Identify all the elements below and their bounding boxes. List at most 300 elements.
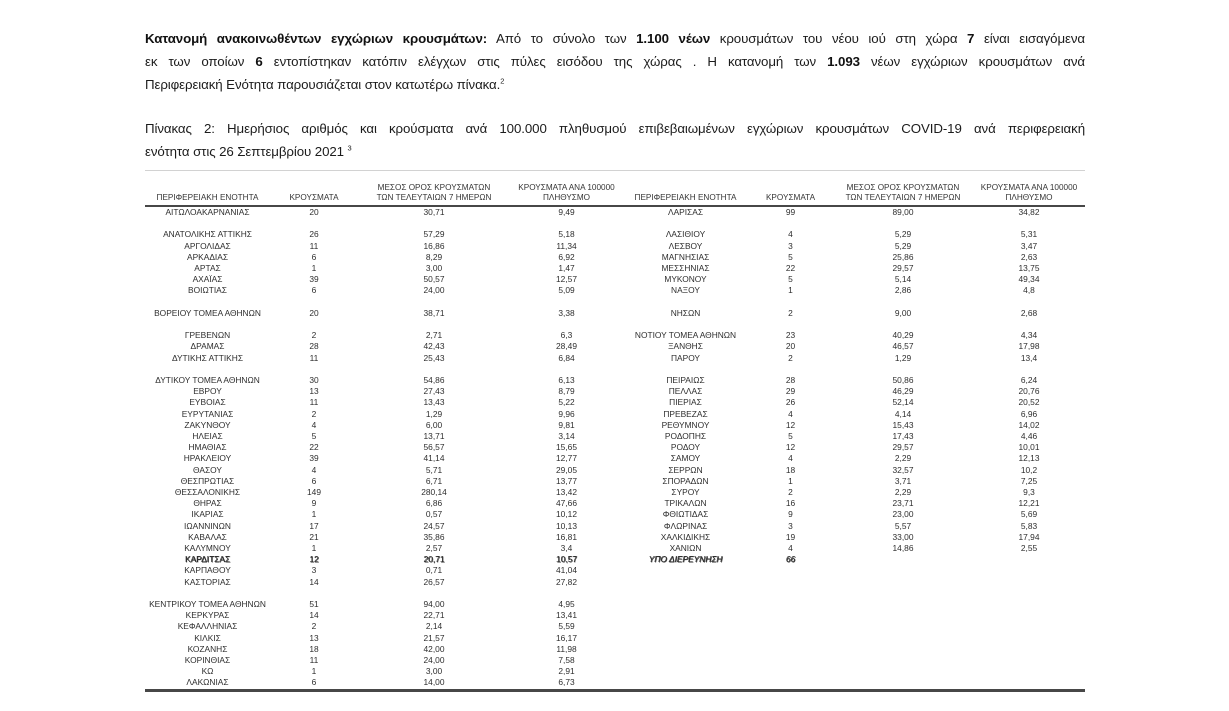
cases-cell: 4 [788, 543, 793, 554]
intro-line-3: Περιφερειακή Ενότητα παρουσιάζεται στον κατωτέρω πίνακα.$^2$ [145, 76, 505, 92]
per100k-cell: 17,94 [1018, 531, 1040, 542]
region-cell: ΚΑΡΔΙΤΣΑΣ [184, 554, 231, 565]
regional-cases-table [145, 170, 1085, 692]
avg7-cell [833, 666, 973, 677]
cases-cell: 1 [311, 666, 317, 677]
cases-cell: 22 [309, 442, 319, 453]
table-row [145, 633, 1085, 644]
cases-cell: 39 [309, 274, 319, 285]
cases-cell: 5 [311, 431, 317, 441]
avg7-cell: 9,00 [894, 307, 912, 318]
per100k-cell: 10,57 [556, 554, 577, 565]
avg7-cell: 3,00 [425, 263, 443, 273]
avg7-cell: 21,57 [423, 632, 445, 643]
per100k-cell: 6,3 [560, 330, 573, 341]
avg7-cell: 2,14 [425, 621, 443, 632]
avg7-cell: 280,14 [421, 487, 447, 498]
cases-cell: 21 [309, 531, 319, 542]
per100k-cell: 20,76 [1018, 386, 1040, 397]
per100k-cell: 5,09 [558, 285, 575, 296]
region-cell: ΝΗΣΩΝ [670, 307, 701, 318]
cases-cell: 5 [788, 431, 793, 441]
avg7-cell: 25,43 [423, 352, 445, 363]
avg7-cell: 35,86 [423, 531, 445, 542]
table-row [145, 521, 1085, 532]
cases-cell: 6 [311, 677, 317, 688]
avg7-cell: 3,00 [425, 666, 443, 677]
per100k-cell: 4,34 [1020, 330, 1038, 341]
avg7-cell: 0,71 [425, 565, 443, 576]
avg7-cell: 20,71 [423, 554, 445, 565]
per100k-cell [973, 610, 1085, 621]
region-cell: ΔΡΑΜΑΣ [190, 341, 225, 352]
per100k-cell: 6,84 [558, 352, 575, 363]
region-cell: ΚΕΦΑΛΛΗΝΙΑΣ [177, 621, 238, 632]
avg7-cell: 94,00 [423, 599, 445, 610]
per100k-cell: 3,47 [1020, 240, 1038, 251]
avg7-cell: 15,43 [892, 419, 914, 430]
per100k-cell: 3,4 [560, 543, 573, 554]
table-row [145, 330, 1085, 341]
avg7-cell: 30,71 [423, 207, 445, 217]
avg7-cell: 16,86 [423, 240, 445, 251]
intro-line-2: εκ των οποίων 6 εντοπίστηκαν κατόπιν ελέγχων στις πύλες εισόδου της χώρας . Η κατανομή των 1.093 νέων εγχώριων κρουσμάτων ανά [145, 54, 1086, 69]
avg7-cell: 13,43 [423, 397, 445, 408]
region-cell: ΜΕΣΣΗΝΙΑΣ [661, 263, 710, 273]
total-new-cases: 1.100 νέων [636, 31, 711, 46]
per100k-cell: 12,21 [1018, 498, 1040, 509]
region-cell: ΚΕΡΚΥΡΑΣ [185, 610, 230, 621]
avg7-cell: 3,71 [894, 475, 912, 486]
region-cell [623, 577, 748, 588]
table-body [145, 206, 1085, 690]
per100k-cell: 29,05 [556, 464, 577, 475]
region-cell: ΙΚΑΡΙΑΣ [191, 509, 224, 520]
per100k-cell: 34,82 [1018, 207, 1040, 217]
table-row [145, 644, 1085, 655]
cases-cell: 3 [311, 565, 317, 576]
region-cell: ΗΜΑΘΙΑΣ [188, 442, 227, 453]
per100k-cell: 10,2 [1020, 464, 1038, 475]
cases-cell: 5 [788, 251, 793, 262]
per100k-cell: 6,96 [1020, 408, 1038, 419]
avg7-cell: 14,00 [423, 677, 445, 688]
region-cell: ΛΕΣΒΟΥ [668, 240, 703, 251]
table-row [145, 498, 1085, 509]
table-row [145, 206, 1085, 218]
table-row [145, 442, 1085, 453]
table-row [145, 375, 1085, 386]
cases-cell: 11 [309, 240, 319, 251]
avg7-cell: 22,71 [423, 610, 445, 621]
imported-cases: 7 [967, 31, 975, 46]
avg7-cell: 29,57 [892, 442, 914, 453]
region-cell: ΠΙΕΡΙΑΣ [669, 397, 702, 408]
region-cell: ΝΟΤΙΟΥ ΤΟΜΕΑ ΑΘΗΝΩΝ [634, 330, 737, 341]
avg7-cell [833, 655, 973, 666]
table-header [145, 171, 1085, 207]
spacer-row [145, 364, 1085, 375]
table-row [145, 543, 1085, 554]
cases-cell: 28 [309, 341, 319, 352]
region-cell: ΠΑΡΟΥ [670, 352, 701, 363]
cases-cell: 14 [309, 576, 319, 587]
per100k-cell [973, 677, 1085, 690]
per100k-cell [973, 599, 1085, 610]
region-cell: ΘΑΣΟΥ [193, 464, 222, 475]
per100k-cell: 47,66 [556, 498, 577, 509]
region-cell: ΛΑΣΙΘΙΟΥ [665, 229, 706, 240]
per100k-cell: 1,47 [558, 263, 575, 273]
avg7-cell: 8,29 [425, 251, 443, 262]
region-cell: ΡΕΘΥΜΝΟΥ [661, 419, 710, 430]
avg7-cell: 5,71 [425, 464, 443, 475]
cases-cell: 4 [788, 453, 793, 464]
cases-cell [748, 565, 833, 576]
avg7-cell [833, 599, 973, 610]
region-cell: ΞΑΝΘΗΣ [668, 341, 703, 352]
avg7-cell [833, 565, 973, 576]
avg7-cell [833, 633, 973, 644]
per100k-cell: 2,55 [1020, 543, 1038, 554]
region-cell: ΣΥΡΟΥ [671, 487, 700, 498]
per100k-cell: 10,12 [556, 509, 577, 520]
cases-cell: 149 [307, 487, 321, 498]
avg7-cell: 23,71 [892, 498, 914, 509]
cases-cell: 66 [785, 554, 796, 565]
cases-cell: 3 [788, 240, 793, 251]
per100k-cell: 9,49 [558, 207, 575, 217]
table-row [145, 532, 1085, 543]
avg7-cell: 14,86 [892, 543, 914, 554]
cases-cell: 19 [785, 531, 796, 542]
table-row [145, 274, 1085, 285]
cases-cell: 20 [785, 341, 796, 352]
header-cases-left: ΚΡΟΥΣΜΑΤΑ [289, 193, 339, 202]
avg7-cell: 46,57 [892, 341, 914, 352]
table-row [145, 565, 1085, 576]
region-cell: ΛΑΚΩΝΙΑΣ [186, 677, 229, 688]
region-cell: ΜΑΓΝΗΣΙΑΣ [661, 251, 710, 262]
region-cell: ΚΟΖΑΝΗΣ [187, 643, 228, 654]
region-cell: ΣΑΜΟΥ [670, 453, 701, 464]
header-region-left: ΠΕΡΙΦΕΡΕΙΑΚΗ ΕΝΟΤΗΤΑ [156, 193, 259, 202]
region-cell: ΠΕΛΛΑΣ [668, 386, 703, 397]
region-cell: ΦΘΙΩΤΙΔΑΣ [662, 509, 709, 520]
per100k-cell: 5,18 [558, 229, 575, 240]
intro-paragraph [145, 27, 1085, 96]
region-cell: ΦΛΩΡΙΝΑΣ [663, 520, 708, 531]
cases-cell: 26 [785, 397, 796, 408]
per100k-cell: 13,4 [1020, 352, 1038, 363]
region-cell: ΑΝΑΤΟΛΙΚΗΣ ΑΤΤΙΚΗΣ [163, 229, 252, 240]
avg7-cell [833, 677, 973, 690]
cases-cell: 11 [309, 352, 319, 363]
per100k-cell: 5,31 [1020, 229, 1038, 240]
intro-line-1: Κατανομή ανακοινωθέντων εγχώριων κρουσμάτων: Από το σύνολο των 1.100 νέων κρουσμάτων του νέου ιού στη χώρα 7 είναι εισαγόμενα [145, 31, 1085, 46]
cases-cell [748, 677, 833, 690]
cases-cell: 2 [788, 487, 793, 498]
region-cell: ΥΠΟ ΔΙΕΡΕΥΝΗΣΗ [648, 554, 723, 565]
avg7-cell: 38,71 [423, 307, 445, 318]
per100k-cell: 15,65 [556, 442, 577, 453]
avg7-cell: 50,57 [423, 274, 445, 285]
per100k-cell: 4,8 [1023, 285, 1035, 296]
region-cell: ΑΧΑΪΑΣ [192, 274, 223, 285]
table-row [145, 263, 1085, 274]
table-row [145, 655, 1085, 666]
avg7-cell: 1,29 [425, 408, 443, 419]
region-cell: ΚΟΡΙΝΘΙΑΣ [184, 655, 231, 666]
region-cell: ΚΑΡΠΑΘΟΥ [184, 565, 231, 576]
cases-cell [748, 621, 833, 632]
avg7-cell: 5,29 [894, 229, 912, 240]
table-row [145, 229, 1085, 240]
intro-lead: Κατανομή ανακοινωθέντων εγχώριων κρουσμάτων: [145, 31, 488, 46]
per100k-cell: 10,13 [556, 520, 577, 531]
footnote-ref-2: 2 [500, 76, 505, 86]
report-page [145, 0, 1085, 711]
per100k-cell [973, 633, 1085, 644]
per100k-cell: 9,3 [1023, 487, 1035, 498]
per100k-cell: 7,58 [558, 655, 575, 666]
avg7-cell: 40,29 [892, 330, 914, 341]
avg7-cell: 23,00 [892, 509, 914, 520]
region-cell: ΓΡΕΒΕΝΩΝ [184, 330, 231, 341]
avg7-cell: 24,57 [423, 520, 445, 531]
per100k-cell: 6,92 [558, 251, 575, 262]
per100k-cell: 6,73 [558, 677, 575, 688]
avg7-cell [833, 577, 973, 588]
cases-cell: 9 [788, 509, 793, 520]
table-caption [145, 117, 1085, 163]
region-cell: ΚΙΛΚΙΣ [194, 632, 221, 643]
region-cell: ΚΩ [201, 666, 214, 677]
cases-cell: 6 [311, 251, 317, 262]
cases-cell: 4 [311, 419, 317, 430]
table-row [145, 610, 1085, 621]
table-row [145, 666, 1085, 677]
per100k-cell: 12,57 [556, 274, 577, 285]
avg7-cell: 41,14 [423, 453, 445, 464]
per100k-cell: 13,41 [556, 610, 577, 621]
avg7-cell: 0,57 [425, 509, 443, 520]
cases-cell: 11 [309, 397, 319, 408]
avg7-cell: 25,86 [892, 251, 914, 262]
avg7-cell [833, 610, 973, 621]
region-cell: ΛΑΡΙΣΑΣ [667, 207, 704, 217]
avg7-cell [833, 644, 973, 655]
region-cell [623, 655, 748, 666]
cases-cell: 30 [309, 374, 319, 385]
per100k-cell: 5,69 [1020, 509, 1038, 520]
cases-cell: 1 [788, 475, 793, 486]
avg7-cell: 1,29 [894, 352, 912, 363]
caption-line-2: ενότητα στις 26 Σεπτεμβρίου 2021 $^3$ [145, 143, 352, 159]
avg7-cell: 29,57 [892, 263, 914, 273]
table-row [145, 252, 1085, 263]
header-region-right: ΠΕΡΙΦΕΡΕΙΑΚΗ ΕΝΟΤΗΤΑ [634, 193, 737, 202]
region-cell: ΑΡΤΑΣ [194, 263, 221, 273]
cases-cell: 6 [311, 475, 317, 486]
table-row [145, 487, 1085, 498]
cases-cell: 28 [785, 374, 796, 385]
table-row [145, 509, 1085, 520]
avg7-cell: 57,29 [423, 229, 445, 240]
per100k-cell: 10,01 [1018, 442, 1040, 453]
cases-cell: 18 [785, 464, 796, 475]
gate-detected-cases: 6 [255, 54, 263, 69]
cases-cell: 51 [309, 599, 319, 610]
per100k-cell: 14,02 [1018, 419, 1040, 430]
region-cell: ΗΛΕΙΑΣ [192, 431, 223, 441]
per100k-cell [973, 565, 1085, 576]
region-cell [623, 644, 748, 655]
avg7-cell: 6,71 [425, 475, 443, 486]
cases-cell: 14 [309, 610, 319, 621]
region-cell: ΣΕΡΡΩΝ [668, 464, 703, 475]
avg7-cell: 54,86 [423, 374, 445, 385]
per100k-cell: 5,22 [558, 397, 575, 408]
table-row [145, 353, 1085, 364]
spacer-cell [145, 319, 1085, 330]
per100k-cell: 13,77 [556, 475, 577, 486]
table-row [145, 577, 1085, 588]
cases-cell: 16 [785, 498, 796, 509]
table-row [145, 409, 1085, 420]
per100k-cell: 8,79 [558, 386, 575, 397]
per100k-cell: 5,59 [558, 621, 575, 632]
spacer-cell [145, 218, 1085, 229]
per100k-cell: 11,98 [556, 643, 577, 654]
spacer-cell [145, 588, 1085, 599]
region-cell: ΝΑΞΟΥ [671, 285, 700, 296]
region-cell: ΘΗΡΑΣ [193, 498, 222, 509]
cases-cell: 12 [785, 419, 796, 430]
cases-cell: 2 [311, 330, 317, 341]
cases-cell: 1 [311, 543, 317, 554]
cases-cell: 1 [788, 285, 793, 296]
avg7-cell: 13,71 [423, 431, 445, 441]
region-cell: ΒΟΡΕΙΟΥ ΤΟΜΕΑ ΑΘΗΝΩΝ [154, 307, 261, 318]
avg7-cell: 52,14 [892, 397, 914, 408]
cases-cell: 2 [788, 352, 793, 363]
spacer-row [145, 297, 1085, 308]
avg7-cell [833, 621, 973, 632]
cases-cell: 12 [309, 554, 319, 565]
table-row [145, 241, 1085, 252]
region-cell: ΜΥΚΟΝΟΥ [664, 274, 707, 285]
table-row [145, 554, 1085, 565]
table-row [145, 677, 1085, 690]
avg7-cell: 5,57 [894, 520, 912, 531]
region-cell: ΡΟΔΟΠΗΣ [664, 431, 707, 441]
per100k-cell: 12,13 [1018, 453, 1040, 464]
avg7-cell: 46,29 [892, 386, 914, 397]
region-cell: ΠΡΕΒΕΖΑΣ [663, 408, 708, 419]
per100k-cell: 27,82 [556, 576, 577, 587]
per100k-cell: 13,42 [556, 487, 577, 498]
per100k-cell [973, 666, 1085, 677]
region-cell: ΘΕΣΠΡΩΤΙΑΣ [180, 475, 235, 486]
cases-cell: 39 [309, 453, 319, 464]
per100k-cell [973, 644, 1085, 655]
avg7-cell: 6,00 [425, 419, 443, 430]
table-row [145, 453, 1085, 464]
table-row [145, 341, 1085, 352]
cases-cell: 29 [785, 386, 796, 397]
per100k-cell: 11,34 [556, 240, 577, 251]
per100k-cell [973, 655, 1085, 666]
region-cell: ΑΙΤΩΛΟΑΚΑΡΝΑΝΙΑΣ [165, 207, 250, 217]
spacer-row [145, 588, 1085, 599]
table-row [145, 308, 1085, 319]
spacer-row [145, 218, 1085, 229]
per100k-cell: 6,13 [558, 374, 575, 385]
avg7-cell: 24,00 [423, 655, 445, 666]
per100k-cell: 6,24 [1020, 374, 1038, 385]
avg7-cell: 26,57 [423, 576, 445, 587]
region-cell: ΤΡΙΚΑΛΩΝ [664, 498, 707, 509]
per100k-cell: 20,52 [1018, 397, 1040, 408]
cases-cell: 26 [309, 229, 319, 240]
spacer-row [145, 319, 1085, 330]
spacer-cell [145, 297, 1085, 308]
domestic-new-cases: 1.093 [827, 54, 860, 69]
region-cell: ΧΑΝΙΩΝ [669, 543, 702, 554]
avg7-cell: 2,86 [894, 285, 912, 296]
region-cell: ΖΑΚΥΝΘΟΥ [184, 419, 231, 430]
cases-cell: 20 [309, 207, 319, 217]
region-cell: ΑΡΓΟΛΙΔΑΣ [184, 240, 231, 251]
per100k-cell: 17,98 [1018, 341, 1040, 352]
per100k-cell: 16,17 [556, 632, 577, 643]
avg7-cell: 32,57 [892, 464, 914, 475]
cases-cell: 4 [311, 464, 317, 475]
region-cell: ΧΑΛΚΙΔΙΚΗΣ [660, 531, 711, 542]
region-cell: ΕΒΡΟΥ [193, 386, 222, 397]
avg7-cell: 17,43 [892, 431, 914, 441]
table-row [145, 386, 1085, 397]
cases-cell [748, 655, 833, 666]
cases-cell: 2 [311, 621, 317, 632]
region-cell: ΘΕΣΣΑΛΟΝΙΚΗΣ [174, 487, 241, 498]
per100k-cell: 49,34 [1018, 274, 1040, 285]
region-cell [623, 666, 748, 677]
region-cell [623, 633, 748, 644]
footnote-ref-3: 3 [347, 143, 352, 153]
region-cell: ΚΑΒΑΛΑΣ [188, 531, 227, 542]
per100k-cell [973, 577, 1085, 588]
avg7-cell: 2,29 [894, 487, 912, 498]
table-row [145, 420, 1085, 431]
per100k-cell: 7,25 [1020, 475, 1038, 486]
per100k-cell: 2,68 [1020, 307, 1038, 318]
cases-cell [748, 633, 833, 644]
cases-cell: 22 [785, 263, 796, 273]
avg7-cell: 42,00 [423, 643, 445, 654]
cases-cell: 2 [311, 408, 317, 419]
avg7-cell: 33,00 [892, 531, 914, 542]
cases-cell: 99 [785, 207, 796, 217]
cases-cell: 23 [785, 330, 796, 341]
cases-cell: 4 [788, 229, 793, 240]
per100k-cell: 12,77 [556, 453, 577, 464]
cases-cell: 1 [311, 263, 317, 273]
cases-cell [748, 577, 833, 588]
per100k-cell: 16,81 [556, 531, 577, 542]
region-cell: ΚΑΛΥΜΝΟΥ [184, 543, 231, 554]
